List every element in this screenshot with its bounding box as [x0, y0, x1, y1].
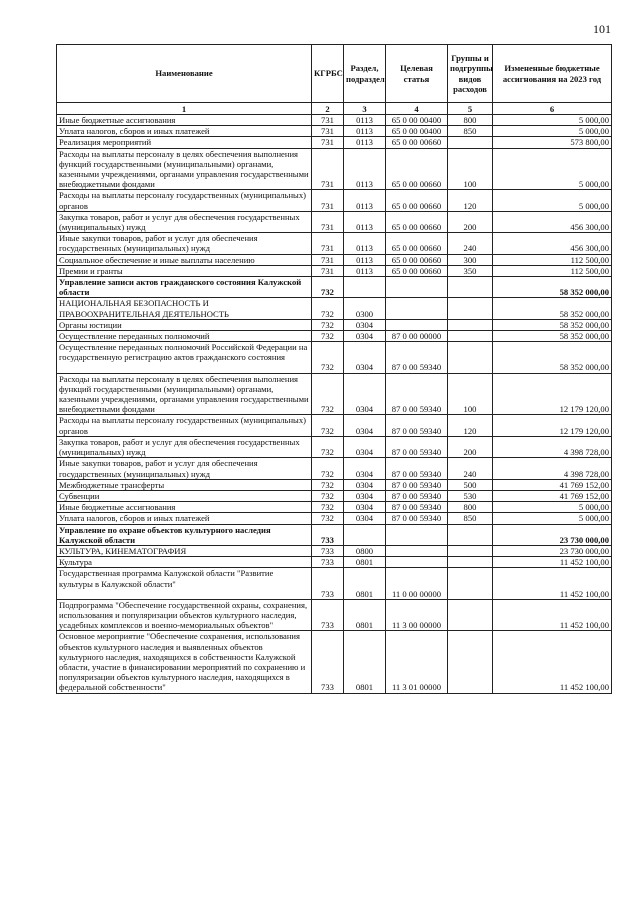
- row-vr-cell: 100: [448, 373, 493, 415]
- row-amount-cell: 58 352 000,00: [493, 277, 612, 298]
- table-row: [57, 211, 612, 232]
- row-razdel-cell: 0113: [344, 211, 386, 232]
- header-kgrbs: КГРБС: [312, 45, 344, 103]
- row-vr-cell: [448, 298, 493, 319]
- row-razdel-cell: 0304: [344, 490, 386, 501]
- table-row: [57, 599, 612, 631]
- row-target-cell: [386, 557, 448, 568]
- row-vr-cell: 100: [448, 148, 493, 190]
- row-vr-cell: [448, 568, 493, 599]
- row-amount-cell: 23 730 000,00: [493, 524, 612, 545]
- row-target-cell: 65 0 00 00660: [386, 233, 448, 254]
- row-target-cell: 65 0 00 00660: [386, 254, 448, 265]
- row-razdel-cell: 0801: [344, 599, 386, 631]
- row-razdel-cell: 0113: [344, 233, 386, 254]
- table-row: [57, 557, 612, 568]
- row-target-cell: [386, 545, 448, 556]
- budget-table: [56, 44, 612, 694]
- row-target-cell: 65 0 00 00660: [386, 211, 448, 232]
- row-kgrbs-cell: 731: [312, 265, 344, 276]
- table-body: [57, 115, 612, 694]
- row-name-cell: Иные бюджетные ассигнования: [57, 115, 312, 126]
- row-razdel-cell: 0304: [344, 502, 386, 513]
- row-target-cell: 87 0 00 59340: [386, 373, 448, 415]
- row-name-cell: Социальное обеспечение и иные выплаты населению: [57, 254, 312, 265]
- row-amount-cell: 58 352 000,00: [493, 298, 612, 319]
- row-vr-cell: [448, 631, 493, 693]
- row-razdel-cell: 0304: [344, 436, 386, 457]
- row-name-cell: Расходы на выплаты персоналу в целях обеспечения выполнения функций государственными (муниципальными) органами, казенными учреждениями, органами управления государственными внебюджетными фондами: [57, 148, 312, 190]
- row-vr-cell: [448, 137, 493, 148]
- table-row: [57, 415, 612, 436]
- row-amount-cell: 5 000,00: [493, 513, 612, 524]
- row-vr-cell: 850: [448, 126, 493, 137]
- row-vr-cell: 200: [448, 436, 493, 457]
- table-row: [57, 342, 612, 373]
- column-number: 3: [344, 103, 386, 115]
- row-name-cell: Реализация мероприятий: [57, 137, 312, 148]
- row-name-cell: Уплата налогов, сборов и иных платежей: [57, 513, 312, 524]
- row-vr-cell: 300: [448, 254, 493, 265]
- column-numbers-row: [57, 103, 612, 115]
- row-amount-cell: 112 500,00: [493, 265, 612, 276]
- row-kgrbs-cell: 731: [312, 137, 344, 148]
- row-razdel-cell: [344, 524, 386, 545]
- row-kgrbs-cell: 731: [312, 115, 344, 126]
- row-kgrbs-cell: 732: [312, 415, 344, 436]
- row-name-cell: Иные закупки товаров, работ и услуг для обеспечения государственных (муниципальных) нужд: [57, 458, 312, 479]
- row-razdel-cell: 0113: [344, 265, 386, 276]
- row-target-cell: 87 0 00 59340: [386, 513, 448, 524]
- row-vr-cell: 850: [448, 513, 493, 524]
- row-amount-cell: 5 000,00: [493, 148, 612, 190]
- row-kgrbs-cell: 733: [312, 631, 344, 693]
- row-kgrbs-cell: 733: [312, 524, 344, 545]
- row-name-cell: КУЛЬТУРА, КИНЕМАТОГРАФИЯ: [57, 545, 312, 556]
- row-name-cell: Органы юстиции: [57, 319, 312, 330]
- row-amount-cell: 12 179 120,00: [493, 415, 612, 436]
- header-name: Наименование: [57, 45, 312, 103]
- row-name-cell: Межбюджетные трансферты: [57, 479, 312, 490]
- row-target-cell: 87 0 00 59340: [386, 479, 448, 490]
- row-target-cell: 87 0 00 59340: [386, 342, 448, 373]
- table-row: [57, 137, 612, 148]
- header-groups: Группы и подгруппы видов расходов: [448, 45, 493, 103]
- row-amount-cell: 41 769 152,00: [493, 479, 612, 490]
- table-row: [57, 458, 612, 479]
- table-row: [57, 524, 612, 545]
- row-vr-cell: 120: [448, 415, 493, 436]
- table-row: [57, 190, 612, 211]
- row-name-cell: Премии и гранты: [57, 265, 312, 276]
- row-vr-cell: 800: [448, 115, 493, 126]
- row-name-cell: Уплата налогов, сборов и иных платежей: [57, 126, 312, 137]
- row-name-cell: Иные закупки товаров, работ и услуг для обеспечения государственных (муниципальных) нужд: [57, 233, 312, 254]
- row-kgrbs-cell: 732: [312, 342, 344, 373]
- table-row: [57, 436, 612, 457]
- table-row: [57, 502, 612, 513]
- row-name-cell: Управление записи актов гражданского состояния Калужской области: [57, 277, 312, 298]
- row-name-cell: Осуществление переданных полномочий Российской Федерации на государственную регистрацию актов гражданского состояния: [57, 342, 312, 373]
- row-name-cell: Управление по охране объектов культурного наследия Калужской области: [57, 524, 312, 545]
- row-kgrbs-cell: 732: [312, 277, 344, 298]
- table-row: [57, 319, 612, 330]
- row-target-cell: 65 0 00 00660: [386, 265, 448, 276]
- row-vr-cell: 500: [448, 479, 493, 490]
- column-number: 5: [448, 103, 493, 115]
- row-name-cell: НАЦИОНАЛЬНАЯ БЕЗОПАСНОСТЬ И ПРАВООХРАНИТЕЛЬНАЯ ДЕЯТЕЛЬНОСТЬ: [57, 298, 312, 319]
- row-amount-cell: 11 452 100,00: [493, 599, 612, 631]
- row-target-cell: 87 0 00 59340: [386, 415, 448, 436]
- row-amount-cell: 11 452 100,00: [493, 557, 612, 568]
- row-amount-cell: 573 800,00: [493, 137, 612, 148]
- row-name-cell: Расходы на выплаты персоналу государственных (муниципальных) органов: [57, 190, 312, 211]
- row-target-cell: 87 0 00 59340: [386, 502, 448, 513]
- row-target-cell: [386, 319, 448, 330]
- row-target-cell: [386, 277, 448, 298]
- row-amount-cell: 456 300,00: [493, 233, 612, 254]
- row-kgrbs-cell: 732: [312, 490, 344, 501]
- row-razdel-cell: 0300: [344, 298, 386, 319]
- row-vr-cell: [448, 599, 493, 631]
- row-razdel-cell: 0113: [344, 190, 386, 211]
- table-row: [57, 126, 612, 137]
- row-amount-cell: 4 398 728,00: [493, 458, 612, 479]
- table-row: [57, 233, 612, 254]
- row-name-cell: Закупка товаров, работ и услуг для обеспечения государственных (муниципальных) нужд: [57, 211, 312, 232]
- row-amount-cell: 41 769 152,00: [493, 490, 612, 501]
- row-kgrbs-cell: 732: [312, 331, 344, 342]
- row-razdel-cell: 0304: [344, 479, 386, 490]
- row-target-cell: 65 0 00 00660: [386, 148, 448, 190]
- row-target-cell: 65 0 00 00400: [386, 126, 448, 137]
- row-kgrbs-cell: 732: [312, 436, 344, 457]
- row-vr-cell: [448, 331, 493, 342]
- row-target-cell: 87 0 00 00000: [386, 331, 448, 342]
- row-target-cell: 11 3 00 00000: [386, 599, 448, 631]
- row-amount-cell: 5 000,00: [493, 190, 612, 211]
- row-name-cell: Расходы на выплаты персоналу государственных (муниципальных) органов: [57, 415, 312, 436]
- table-row: [57, 373, 612, 415]
- row-kgrbs-cell: 733: [312, 568, 344, 599]
- row-amount-cell: 5 000,00: [493, 502, 612, 513]
- row-kgrbs-cell: 731: [312, 233, 344, 254]
- row-name-cell: Подпрограмма "Обеспечение государственной охраны, сохранения, использования и популяризации объектов культурного наследия, усадебных комплексов и военно-мемориальных объектов": [57, 599, 312, 631]
- table-row: [57, 277, 612, 298]
- table-row: [57, 254, 612, 265]
- row-amount-cell: 12 179 120,00: [493, 373, 612, 415]
- row-name-cell: Закупка товаров, работ и услуг для обеспечения государственных (муниципальных) нужд: [57, 436, 312, 457]
- header-amount: Измененные бюджетные ассигнования на 2023 год: [493, 45, 612, 103]
- row-vr-cell: 350: [448, 265, 493, 276]
- row-vr-cell: [448, 277, 493, 298]
- table-row: [57, 115, 612, 126]
- row-kgrbs-cell: 731: [312, 190, 344, 211]
- table-row: [57, 265, 612, 276]
- row-kgrbs-cell: 732: [312, 298, 344, 319]
- row-razdel-cell: [344, 277, 386, 298]
- row-razdel-cell: 0801: [344, 568, 386, 599]
- column-number: 6: [493, 103, 612, 115]
- row-name-cell: Субвенции: [57, 490, 312, 501]
- row-kgrbs-cell: 732: [312, 373, 344, 415]
- row-kgrbs-cell: 732: [312, 513, 344, 524]
- row-razdel-cell: 0304: [344, 415, 386, 436]
- row-name-cell: Государственная программа Калужской области "Развитие культуры в Калужской области": [57, 568, 312, 599]
- row-name-cell: Культура: [57, 557, 312, 568]
- row-kgrbs-cell: 733: [312, 545, 344, 556]
- row-kgrbs-cell: 732: [312, 319, 344, 330]
- row-amount-cell: 4 398 728,00: [493, 436, 612, 457]
- row-target-cell: [386, 298, 448, 319]
- row-vr-cell: 240: [448, 458, 493, 479]
- row-kgrbs-cell: 732: [312, 479, 344, 490]
- row-target-cell: 11 0 00 00000: [386, 568, 448, 599]
- row-target-cell: 87 0 00 59340: [386, 458, 448, 479]
- row-razdel-cell: 0113: [344, 254, 386, 265]
- row-kgrbs-cell: 732: [312, 458, 344, 479]
- row-kgrbs-cell: 731: [312, 211, 344, 232]
- row-razdel-cell: 0304: [344, 319, 386, 330]
- row-name-cell: Расходы на выплаты персоналу в целях обеспечения выполнения функций государственными (муниципальными) органами, казенными учреждениями, органами управления государственными внебюджетными фондами: [57, 373, 312, 415]
- row-amount-cell: 112 500,00: [493, 254, 612, 265]
- row-vr-cell: [448, 319, 493, 330]
- row-amount-cell: 23 730 000,00: [493, 545, 612, 556]
- page-number: 101: [593, 22, 611, 36]
- table-row: [57, 513, 612, 524]
- row-kgrbs-cell: 733: [312, 599, 344, 631]
- row-vr-cell: 240: [448, 233, 493, 254]
- row-vr-cell: [448, 545, 493, 556]
- row-razdel-cell: 0801: [344, 557, 386, 568]
- row-vr-cell: [448, 557, 493, 568]
- row-target-cell: 87 0 00 59340: [386, 436, 448, 457]
- row-kgrbs-cell: 731: [312, 148, 344, 190]
- table-row: [57, 545, 612, 556]
- row-name-cell: Осуществление переданных полномочий: [57, 331, 312, 342]
- row-amount-cell: 11 452 100,00: [493, 631, 612, 693]
- row-razdel-cell: 0113: [344, 137, 386, 148]
- row-target-cell: 65 0 00 00660: [386, 190, 448, 211]
- row-kgrbs-cell: 731: [312, 254, 344, 265]
- header-razdel: Раздел, подраздел: [344, 45, 386, 103]
- row-vr-cell: 800: [448, 502, 493, 513]
- row-amount-cell: 58 352 000,00: [493, 342, 612, 373]
- row-kgrbs-cell: 731: [312, 126, 344, 137]
- row-razdel-cell: 0801: [344, 631, 386, 693]
- row-kgrbs-cell: 733: [312, 557, 344, 568]
- row-target-cell: 65 0 00 00400: [386, 115, 448, 126]
- row-vr-cell: 120: [448, 190, 493, 211]
- row-amount-cell: 5 000,00: [493, 115, 612, 126]
- row-razdel-cell: 0800: [344, 545, 386, 556]
- row-name-cell: Основное мероприятие "Обеспечение сохранения, использования объектов культурного наследия и выявленных объектов культурного наследия, находящихся в собственности Калужской области, участие в финансировании мероприятий по сохранению и популяризации объектов культурного наследия, находящихся в федеральной собственности": [57, 631, 312, 693]
- row-razdel-cell: 0304: [344, 331, 386, 342]
- row-amount-cell: 58 352 000,00: [493, 319, 612, 330]
- row-target-cell: [386, 524, 448, 545]
- column-number: 1: [57, 103, 312, 115]
- row-razdel-cell: 0304: [344, 373, 386, 415]
- table-row: [57, 568, 612, 599]
- row-vr-cell: [448, 524, 493, 545]
- row-razdel-cell: 0304: [344, 342, 386, 373]
- table-row: [57, 631, 612, 693]
- row-razdel-cell: 0304: [344, 458, 386, 479]
- row-amount-cell: 5 000,00: [493, 126, 612, 137]
- row-razdel-cell: 0113: [344, 115, 386, 126]
- column-number: 2: [312, 103, 344, 115]
- table-row: [57, 479, 612, 490]
- table-row: [57, 331, 612, 342]
- row-vr-cell: 530: [448, 490, 493, 501]
- row-kgrbs-cell: 732: [312, 502, 344, 513]
- row-vr-cell: 200: [448, 211, 493, 232]
- header-target: Целевая статья: [386, 45, 448, 103]
- table-row: [57, 490, 612, 501]
- row-razdel-cell: 0113: [344, 148, 386, 190]
- row-target-cell: 11 3 01 00000: [386, 631, 448, 693]
- table-row: [57, 148, 612, 190]
- row-razdel-cell: 0113: [344, 126, 386, 137]
- row-amount-cell: 456 300,00: [493, 211, 612, 232]
- table-row: [57, 298, 612, 319]
- row-vr-cell: [448, 342, 493, 373]
- row-amount-cell: 11 452 100,00: [493, 568, 612, 599]
- row-name-cell: Иные бюджетные ассигнования: [57, 502, 312, 513]
- row-target-cell: 65 0 00 00660: [386, 137, 448, 148]
- row-amount-cell: 58 352 000,00: [493, 331, 612, 342]
- row-razdel-cell: 0304: [344, 513, 386, 524]
- column-number: 4: [386, 103, 448, 115]
- row-target-cell: 87 0 00 59340: [386, 490, 448, 501]
